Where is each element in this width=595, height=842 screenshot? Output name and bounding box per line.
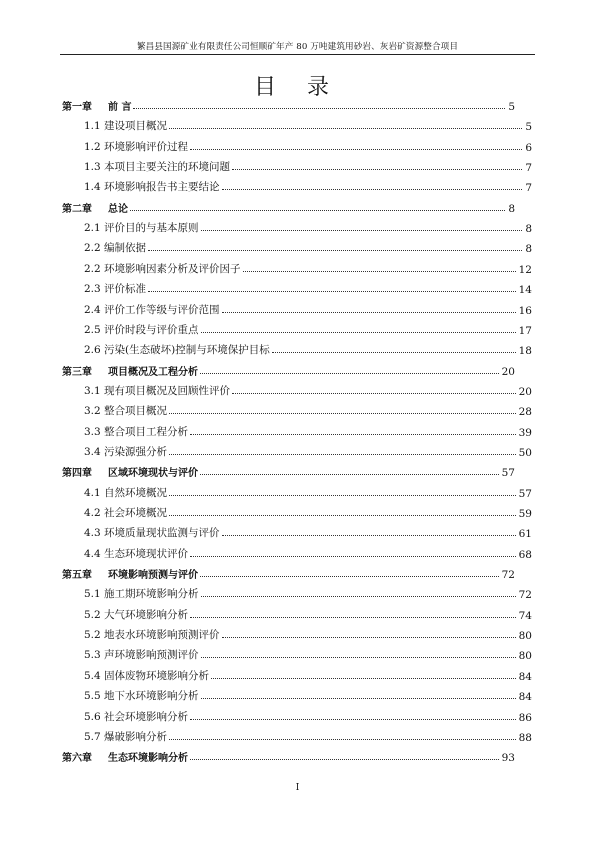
toc-entry-title: 5.2 地表水环境影响预测评价 bbox=[84, 629, 220, 642]
toc-section-entry[interactable] bbox=[84, 502, 532, 520]
dot-leader bbox=[200, 474, 499, 475]
running-header: 繁昌县国源矿业有限责任公司恒顺矿年产 80 万吨建筑用砂岩、灰岩矿资源整合项目 bbox=[136, 42, 459, 52]
toc-entry-title bbox=[62, 464, 200, 479]
toc-section-entry[interactable] bbox=[84, 278, 532, 296]
toc-page-number: 74 bbox=[518, 609, 532, 622]
dot-leader bbox=[169, 454, 516, 455]
toc-section-entry[interactable] bbox=[84, 400, 532, 418]
toc-entry-title: 3.1 现有项目概况及回顾性评价 bbox=[84, 384, 231, 397]
toc-page-number: 93 bbox=[501, 752, 515, 765]
toc-page-number: 8 bbox=[525, 223, 532, 236]
chapter-number: 第六章 bbox=[62, 753, 92, 765]
toc-entry-title: 2.4 评价工作等级与评价范围 bbox=[84, 303, 220, 316]
dot-leader bbox=[200, 373, 499, 374]
toc-entry-title: 3.2 整合项目概况 bbox=[84, 405, 168, 418]
toc-entry-title bbox=[62, 98, 133, 113]
toc-page-number: 39 bbox=[518, 426, 532, 439]
dot-leader bbox=[201, 657, 516, 658]
chapter-title: 项目概况及工程分析 bbox=[108, 366, 198, 378]
dot-leader bbox=[130, 210, 505, 211]
dot-leader bbox=[148, 250, 522, 251]
toc-entry-title: 5.4 固体废物环境影响分析 bbox=[84, 669, 210, 682]
dot-leader bbox=[201, 596, 516, 597]
chapter-number: 第五章 bbox=[62, 570, 92, 582]
toc-page-number: 18 bbox=[518, 345, 532, 358]
chapter-title: 区域环境现状与评价 bbox=[108, 468, 198, 480]
toc-entry-title: 1.1 建设项目概况 bbox=[84, 120, 168, 133]
toc-page-number: 12 bbox=[518, 263, 532, 276]
toc-page-number: 61 bbox=[518, 528, 532, 541]
dot-leader bbox=[222, 312, 516, 313]
page-number: I bbox=[295, 783, 300, 793]
toc-entry-title bbox=[62, 749, 190, 764]
dot-leader bbox=[169, 515, 516, 516]
toc-page-number: 86 bbox=[518, 711, 532, 724]
toc-page-number: 28 bbox=[518, 406, 532, 419]
toc-entry-title bbox=[62, 363, 200, 378]
toc-section-entry[interactable] bbox=[84, 115, 532, 133]
dot-leader bbox=[169, 739, 516, 740]
dot-leader bbox=[272, 352, 516, 353]
toc-page-number: 17 bbox=[518, 324, 532, 337]
toc-page-number: 8 bbox=[525, 243, 532, 256]
toc-section-entry[interactable] bbox=[84, 726, 532, 744]
toc-entry-title: 5.6 社会环境影响分析 bbox=[84, 710, 189, 723]
toc-entry-title: 1.2 环境影响评价过程 bbox=[84, 140, 189, 153]
toc-section-entry[interactable] bbox=[84, 685, 532, 703]
dot-leader bbox=[190, 617, 516, 618]
dot-leader bbox=[201, 230, 523, 231]
toc-page-number: 16 bbox=[518, 304, 532, 317]
chapter-title: 生态环境影响分析 bbox=[108, 753, 188, 765]
toc-chapter-entry[interactable] bbox=[62, 360, 515, 378]
dot-leader bbox=[169, 413, 516, 414]
toc-page-number: 7 bbox=[525, 182, 532, 195]
toc-section-entry[interactable] bbox=[84, 522, 532, 540]
toc-entry-title: 5.1 施工期环境影响分析 bbox=[84, 588, 199, 601]
dot-leader bbox=[222, 535, 516, 536]
toc-chapter-entry[interactable] bbox=[62, 563, 515, 581]
chapter-title: 环境影响预测与评价 bbox=[108, 570, 198, 582]
dot-leader bbox=[201, 698, 516, 699]
toc-entry-title: 2.5 评价时段与评价重点 bbox=[84, 323, 199, 336]
toc-page-number: 8 bbox=[508, 202, 515, 215]
toc-title: 目 录 bbox=[254, 75, 341, 100]
toc-page-number: 5 bbox=[508, 101, 515, 113]
toc-entry-title: 5.3 声环境影响预测评价 bbox=[84, 649, 199, 662]
toc-entry-title: 2.6 污染(生态破坏)控制与环境保护目标 bbox=[84, 344, 270, 357]
toc-section-entry[interactable] bbox=[84, 665, 532, 683]
toc-page-number: 59 bbox=[518, 508, 532, 520]
toc-chapter-entry[interactable] bbox=[62, 197, 515, 215]
toc-section-entry[interactable] bbox=[84, 136, 532, 154]
toc-entry-title: 4.3 环境质量现状监测与评价 bbox=[84, 527, 220, 540]
toc-entry-title: 5.7 爆破影响分析 bbox=[84, 730, 168, 743]
toc-page-number: 5 bbox=[525, 121, 532, 134]
toc-page-number: 6 bbox=[525, 141, 532, 154]
toc-section-entry[interactable] bbox=[84, 319, 532, 337]
toc-entry-title: 2.2 环境影响因素分析及评价因子 bbox=[84, 262, 241, 275]
toc-entry-title: 5.2 大气环境影响分析 bbox=[84, 608, 189, 621]
dot-leader bbox=[222, 637, 516, 638]
toc-entry-title: 4.1 自然环境概况 bbox=[84, 486, 168, 499]
toc-entry-title bbox=[62, 200, 130, 215]
chapter-number: 第三章 bbox=[62, 366, 92, 378]
toc-entry-title: 1.4 环境影响报告书主要结论 bbox=[84, 181, 220, 194]
toc-page-number: 68 bbox=[518, 548, 532, 561]
toc-section-entry[interactable] bbox=[84, 644, 532, 662]
toc-page-number: 84 bbox=[518, 670, 532, 683]
toc-section-entry[interactable] bbox=[84, 380, 532, 398]
toc-entry-title: 3.4 污染源强分析 bbox=[84, 445, 168, 458]
dot-leader bbox=[148, 291, 516, 292]
toc-section-entry[interactable] bbox=[84, 176, 532, 194]
toc-entry-title: 2.1 评价目的与基本原则 bbox=[84, 222, 199, 235]
toc-section-entry[interactable] bbox=[84, 339, 532, 357]
toc-section-entry[interactable] bbox=[84, 237, 532, 255]
toc-entry-title: 2.3 评价标准 bbox=[84, 283, 147, 296]
dot-leader bbox=[232, 393, 516, 394]
toc-page-number: 20 bbox=[501, 365, 515, 378]
chapter-number: 第四章 bbox=[62, 468, 92, 480]
toc-page-number: 80 bbox=[518, 630, 532, 643]
toc-section-entry[interactable] bbox=[84, 583, 532, 601]
dot-leader bbox=[190, 759, 499, 760]
toc-section-entry[interactable] bbox=[84, 482, 532, 500]
toc-page-number: 57 bbox=[501, 467, 515, 480]
dot-leader bbox=[190, 434, 516, 435]
dot-leader bbox=[243, 271, 516, 272]
toc-section-entry[interactable] bbox=[84, 543, 532, 561]
dot-leader bbox=[133, 108, 505, 109]
dot-leader bbox=[200, 576, 499, 577]
toc-section-entry[interactable] bbox=[84, 217, 532, 235]
toc-page-number: 20 bbox=[518, 385, 532, 398]
toc-section-entry[interactable] bbox=[84, 299, 532, 317]
toc-entry-title: 4.4 生态环境现状评价 bbox=[84, 547, 189, 560]
toc-page-number: 14 bbox=[518, 284, 532, 297]
toc-entry-title: 1.3 本项目主要关注的环境问题 bbox=[84, 161, 231, 174]
toc-page-number: 50 bbox=[518, 446, 532, 459]
toc-entry-title: 2.2 编制依据 bbox=[84, 242, 147, 255]
dot-leader bbox=[190, 149, 522, 150]
toc-entry-title: 3.3 整合项目工程分析 bbox=[84, 425, 189, 438]
dot-leader bbox=[211, 678, 516, 679]
dot-leader bbox=[222, 189, 523, 190]
toc-page-number: 72 bbox=[518, 589, 532, 602]
toc-section-entry[interactable] bbox=[84, 421, 532, 439]
dot-leader bbox=[169, 495, 516, 496]
dot-leader bbox=[190, 556, 516, 557]
toc-entry-title: 5.5 地下水环境影响分析 bbox=[84, 690, 199, 703]
chapter-title: 总论 bbox=[108, 203, 128, 215]
toc-section-entry[interactable] bbox=[84, 156, 532, 174]
toc-section-entry[interactable] bbox=[84, 706, 532, 724]
toc-chapter-entry[interactable] bbox=[62, 461, 515, 479]
toc-page-number: 57 bbox=[518, 487, 532, 500]
toc-page-number: 84 bbox=[518, 691, 532, 704]
dot-leader bbox=[201, 332, 516, 333]
chapter-number: 第二章 bbox=[62, 203, 92, 215]
dot-leader bbox=[232, 169, 522, 170]
toc-page-number: 88 bbox=[518, 731, 532, 744]
dot-leader bbox=[169, 128, 522, 129]
toc-entry-title bbox=[62, 566, 200, 581]
toc-page-number: 7 bbox=[525, 162, 532, 175]
toc-chapter-entry[interactable] bbox=[62, 95, 515, 113]
chapter-title: 前 言 bbox=[108, 102, 132, 113]
toc-chapter-entry[interactable] bbox=[62, 746, 515, 764]
chapter-number: 第一章 bbox=[62, 102, 92, 113]
toc-section-entry[interactable] bbox=[84, 258, 532, 276]
toc-page-number: 72 bbox=[501, 569, 515, 582]
toc-entry-title: 4.2 社会环境概况 bbox=[84, 507, 168, 519]
dot-leader bbox=[190, 719, 516, 720]
header-rule bbox=[60, 54, 535, 55]
toc-page-number: 80 bbox=[518, 650, 532, 663]
toc-section-entry[interactable] bbox=[84, 624, 532, 642]
toc-section-entry[interactable] bbox=[84, 604, 532, 622]
toc-section-entry[interactable] bbox=[84, 441, 532, 459]
